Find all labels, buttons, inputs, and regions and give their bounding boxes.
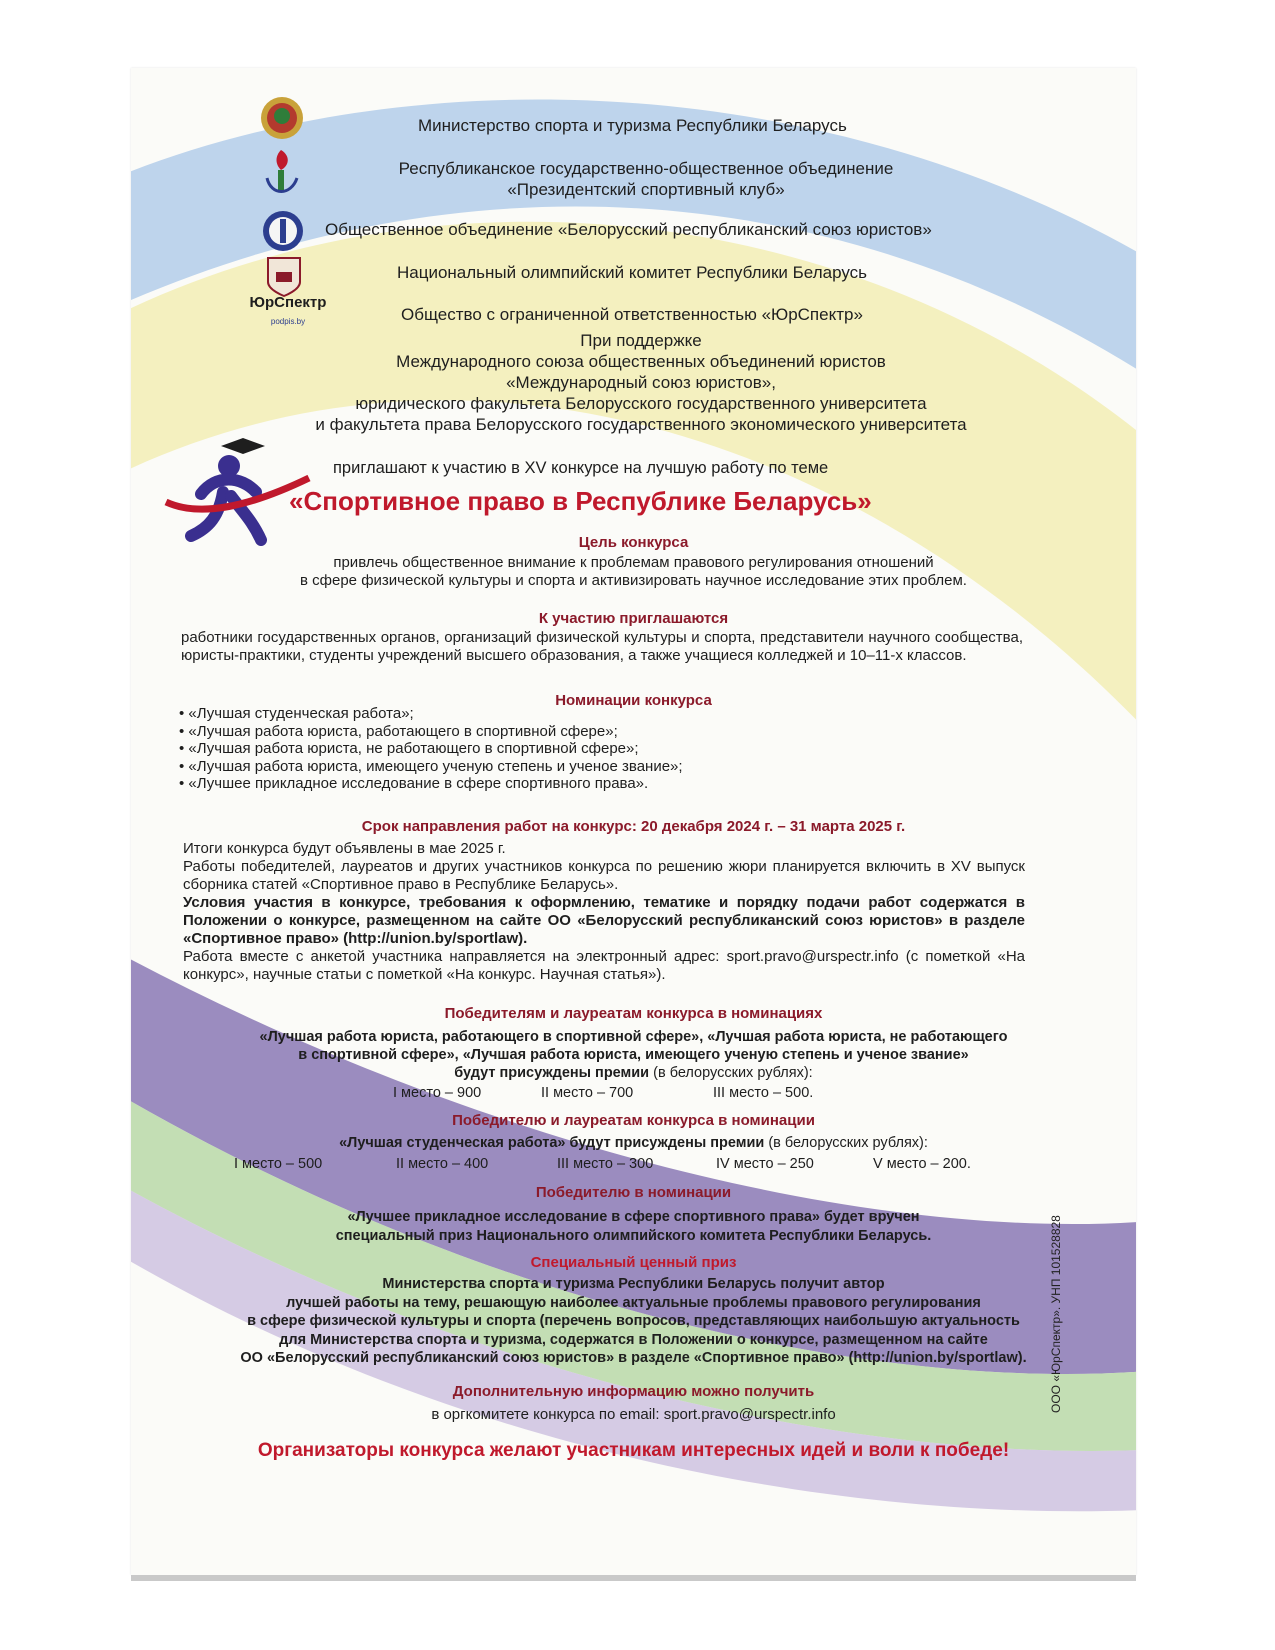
participants-title: К участию приглашаются [538, 610, 729, 627]
special-prize-text [131, 1275, 1136, 1368]
org-sports-club [381, 158, 911, 200]
yurspektr-logo-name: ЮрСпектр [249, 294, 327, 311]
org-sports-club-line1: Республиканское государственно-общественное объединение [398, 159, 894, 178]
nomination-item: • «Лучшая работа юриста, работающего в спортивной сфере»; [179, 723, 683, 741]
support-line: юридического факультета Белорусского государственного университета [355, 394, 927, 413]
yurspektr-logo [248, 294, 328, 326]
closing-message: Организаторы конкурса желают участникам интересных идей и воли к победе! [257, 1440, 1010, 1461]
prizes-line [131, 1064, 1136, 1082]
prize-place: II место – 400 [396, 1156, 489, 1172]
special-line: лучшей работы на тему, решающую наиболее актуальные проблемы правового регулирования [286, 1294, 981, 1311]
deadline-text: Срок направления работ на конкурс: 20 декабря 2024 г. – 31 марта 2025 г. [361, 818, 906, 835]
support-line: Международного союза общественных объединений юристов [396, 352, 886, 371]
prize-place: III место – 500. [713, 1085, 814, 1101]
special-line: в сфере физической культуры и спорта (перечень вопросов, представляющих наибольшую актуальность [247, 1313, 1020, 1329]
prizes-line: в спортивной сфере», «Лучшая работа юриста, имеющего ученую степень и ученое звание» [298, 1047, 969, 1063]
org-yurspektr: Общество с ограниченной ответственностью «ЮрСпектр» [401, 305, 863, 324]
participants-text: работники государственных органов, организаций физической культуры и спорта, представители научного сообщества, юристы-практики, студенты учреждений высшего образования, а также учащиеся колледжей и 10–11-х классов. [181, 629, 1023, 664]
invite-text: приглашают к участию в XV конкурсе на лучшую работу по теме [333, 459, 829, 477]
sheet-bottom-shadow [131, 1575, 1136, 1581]
goal-line: в сфере физической культуры и спорта и активизировать научное исследование этих проблем. [300, 572, 967, 589]
support-line: «Международный союз юристов», [506, 373, 776, 392]
publisher-side-note: ООО «ЮрСпектр». УНП 101528828 [1049, 1215, 1063, 1413]
goal-text [131, 554, 1136, 590]
nomination-item: • «Лучшее прикладное исследование в сфере спортивного права». [179, 775, 683, 793]
nominations-title: Номинации конкурса [555, 692, 712, 709]
prize-place: I место – 500 [234, 1156, 323, 1172]
prize-place: IV место – 250 [716, 1156, 814, 1172]
nomination-item: • «Лучшая работа юриста, не работающего в спортивной сфере»; [179, 740, 683, 758]
publish-text: Работы победителей, лауреатов и других участников конкурса по решению жюри планируется включить в XV выпуск сборника статей «Спортивное право в Республике Беларусь». [183, 858, 1025, 893]
prize-place: II место – 700 [541, 1085, 634, 1101]
flyer-sheet [131, 68, 1136, 1575]
goal-title: Цель конкурса [578, 534, 689, 551]
support-line: При поддержке [580, 331, 702, 350]
prizes-student-rest: (в белорусских рублях): [764, 1135, 928, 1151]
applied-research-text [131, 1208, 1136, 1246]
special-line: для Министерства спорта и туризма, содержатся в Положении о конкурсе, размещенном на сайте [279, 1331, 988, 1348]
org-sports-club-line2: «Президентский спортивный клуб» [507, 180, 785, 199]
prizes-student-text [131, 1135, 1136, 1151]
prizes-nominations-text [131, 1028, 1136, 1082]
extra-info-title: Дополнительную информацию можно получить [452, 1383, 815, 1400]
org-lawyers-union: Общественное объединение «Белорусский республиканский союз юристов» [325, 220, 932, 239]
org-ministry: Министерство спорта и туризма Республики Беларусь [418, 116, 847, 135]
prizes-line-rest: (в белорусских рублях): [649, 1065, 813, 1081]
prize-place: V место – 200. [873, 1156, 971, 1172]
goal-line: привлечь общественное внимание к проблемам правового регулирования отношений [333, 554, 934, 571]
prize-place: I место – 900 [393, 1085, 482, 1101]
olympic-committee-emblem-icon [264, 254, 304, 298]
contest-title: «Спортивное право в Республике Беларусь» [289, 486, 872, 516]
extra-info-text: в оргкомитете конкурса по email: sport.pravo@urspectr.info [431, 1406, 836, 1423]
prizes-student-bold: «Лучшая студенческая работа» будут присуждены премии [339, 1135, 765, 1151]
support-block [251, 330, 1031, 435]
prizes-line: «Лучшая работа юриста, работающего в спортивной сфере», «Лучшая работа юриста, не работающего [259, 1029, 1008, 1045]
submit-text: Работа вместе с анкетой участника направляется на электронный адрес: sport.pravo@urspectr.info (с пометкой «На конкурс», научные статьи с пометкой «На конкурс. Научная статья»). [183, 948, 1025, 983]
nominations-list [179, 705, 683, 793]
applied-line: специальный приз Национального олимпийского комитета Республики Беларусь. [335, 1228, 932, 1244]
prizes-nominations-title: Победителям и лауреатам конкурса в номинациях [444, 1005, 823, 1022]
special-line: ОО «Белорусский республиканский союз юристов» в разделе «Спортивное право» (http://union.by/sportlaw). [240, 1350, 1027, 1366]
sports-club-torch-icon [261, 148, 303, 206]
prize-place: III место – 300 [557, 1156, 654, 1172]
nomination-item: • «Лучшая студенческая работа»; [179, 705, 683, 723]
prizes-student-title: Победителю и лауреатам конкурса в номинации [452, 1112, 815, 1129]
results-text: Итоги конкурса будут объявлены в мае 2025 г. [183, 840, 506, 857]
applied-line: «Лучшее прикладное исследование в сфере спортивного права» будет вручен [347, 1209, 920, 1225]
applied-research-title: Победителю в номинации [535, 1184, 732, 1201]
info-block [183, 840, 1025, 984]
support-line: и факультета права Белорусского государственного экономического университета [315, 415, 967, 434]
org-olympic-committee: Национальный олимпийский комитет Республики Беларусь [397, 263, 867, 282]
lawyers-union-emblem-icon [261, 209, 305, 253]
nomination-item: • «Лучшая работа юриста, имеющего ученую степень и ученое звание»; [179, 758, 683, 776]
prizes-line-bold: будут присуждены премии [454, 1065, 650, 1081]
ministry-emblem-icon [259, 95, 305, 141]
conditions-text: Условия участия в конкурсе, требования к оформлению, тематике и порядку подачи работ содержатся в Положении о конкурсе, размещенном на сайте ОО «Белорусский республиканский союз юристов» в разделе «Спортивное право» (http://union.by/sportlaw). [183, 894, 1025, 947]
special-prize-title: Специальный ценный приз [530, 1254, 737, 1271]
podpis-logo: podpis.by [270, 317, 306, 326]
special-line: Министерства спорта и туризма Республики Беларусь получит автор [382, 1276, 885, 1292]
